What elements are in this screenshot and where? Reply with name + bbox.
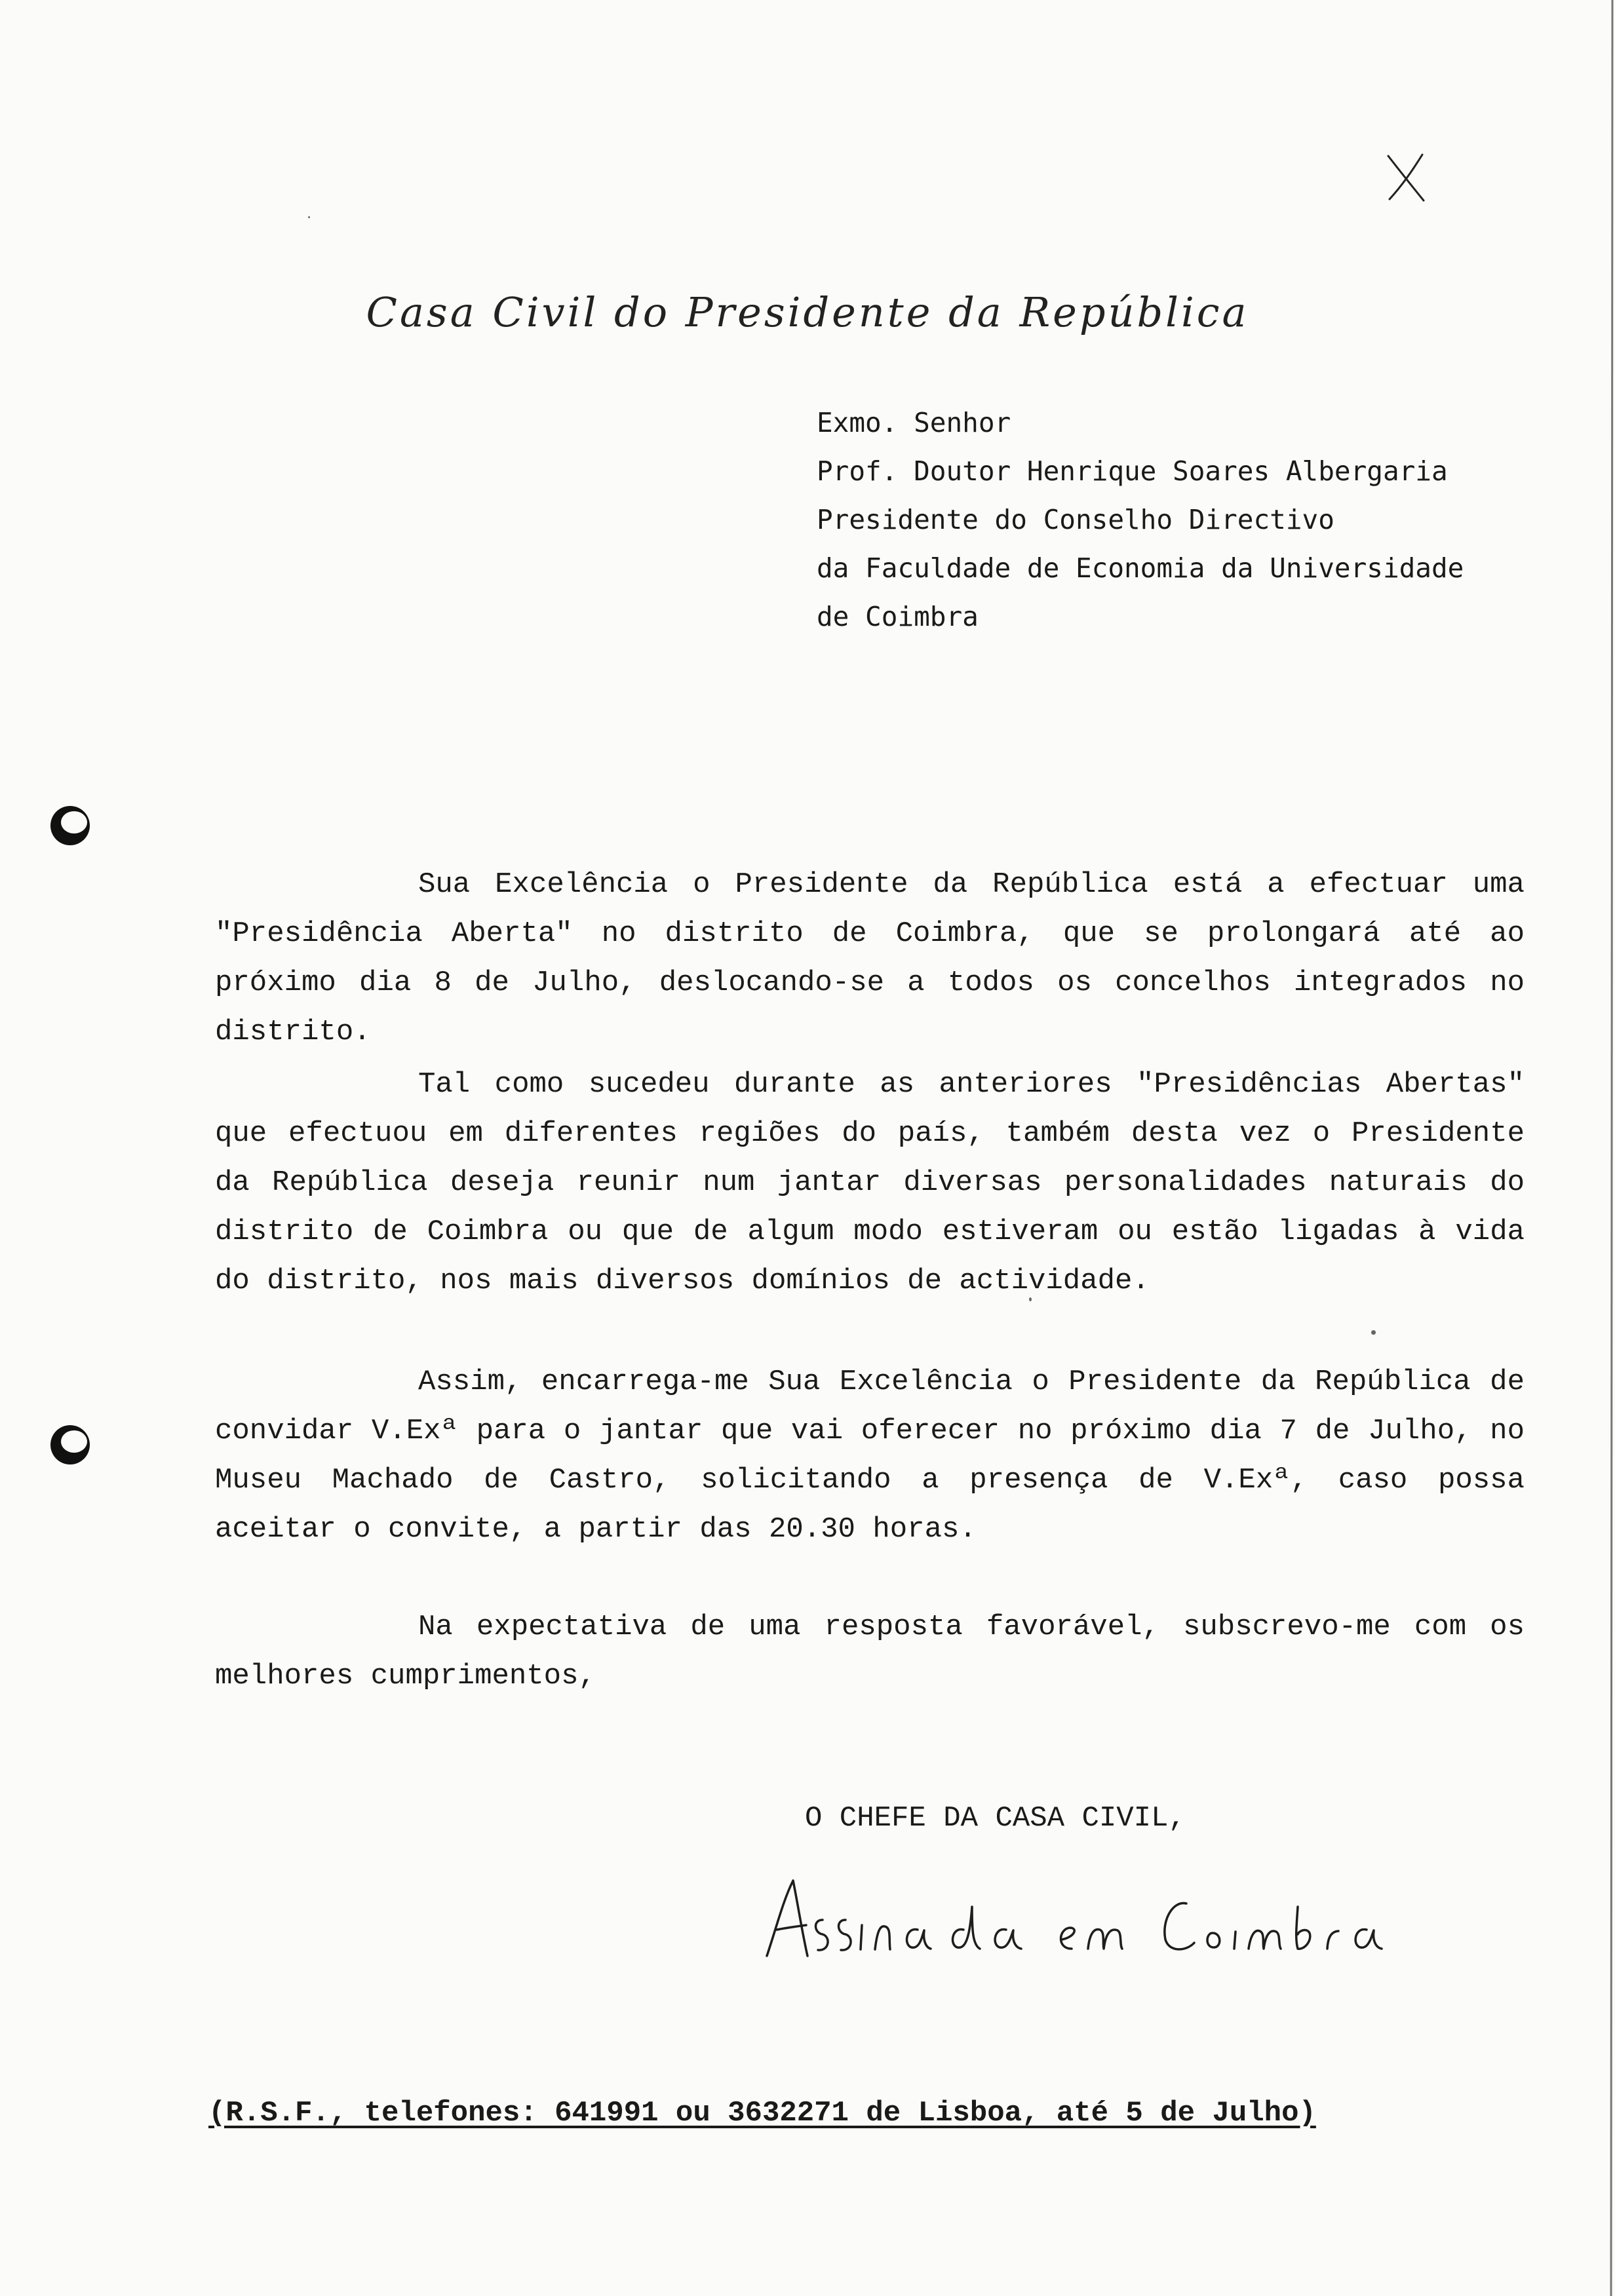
recipient-address bbox=[817, 398, 1464, 641]
body-paragraph: Assim, encarrega-me Sua Excelência o Presidente da República de convidar V.Exª para o jantar que vai oferecer no próximo dia 7 de Julho, no Museu Machado de Castro, solicitando a presença de V.Exª, caso possa aceitar o convite, a partir das 20.30 horas. bbox=[215, 1366, 1525, 1546]
punch-hole-icon bbox=[47, 1422, 93, 1468]
body-paragraph: Na expectativa de uma resposta favorável, subscrevo-me com os melhores cumprimentos, bbox=[215, 1611, 1525, 1693]
recipient-line-position: Presidente do Conselho Directivo bbox=[817, 504, 1334, 535]
recipient-line-salutation: Exmo. Senhor bbox=[817, 407, 1011, 438]
recipient-line-city: de Coimbra bbox=[817, 601, 979, 632]
body-paragraph: Tal como sucedeu durante as anteriores "Presidências Abertas" que efectuou em diferentes regiões do país, também desta vez o Presidente da República deseja reunir num jantar diversas personalidades naturais do distrito de Coimbra ou que de algum modo estiveram ou estão ligadas à vida do distrito, nos mais diversos domínios de actividade. bbox=[215, 1068, 1525, 1297]
punch-hole-icon bbox=[47, 803, 93, 849]
signatory-title: O CHEFE DA CASA CIVIL, bbox=[805, 1802, 1186, 1835]
scan-edge-shadow bbox=[1606, 0, 1615, 2296]
scan-speck bbox=[308, 216, 310, 218]
scan-speck bbox=[1029, 1297, 1032, 1301]
recipient-line-institution: da Faculdade de Economia da Universidade bbox=[817, 552, 1464, 584]
body-paragraph: Sua Excelência o Presidente da República está a efectuar uma "Presidência Aberta" no distrito de Coimbra, que se prolongará até ao próximo dia 8 de Julho, deslocando-se a todos os concelhos integrados no distrito. bbox=[215, 868, 1525, 1048]
letterhead: Casa Civil do Presidente da República bbox=[366, 288, 1249, 336]
scan-speck bbox=[1371, 1330, 1376, 1335]
recipient-line-name: Prof. Doutor Henrique Soares Albergaria bbox=[817, 455, 1448, 487]
handwritten-signature-icon bbox=[754, 1867, 1409, 1966]
x-mark-icon bbox=[1383, 151, 1429, 203]
contact-note: (R.S.F., telefones: 641991 ou 3632271 de Lisboa, até 5 de Julho) bbox=[208, 2097, 1316, 2130]
